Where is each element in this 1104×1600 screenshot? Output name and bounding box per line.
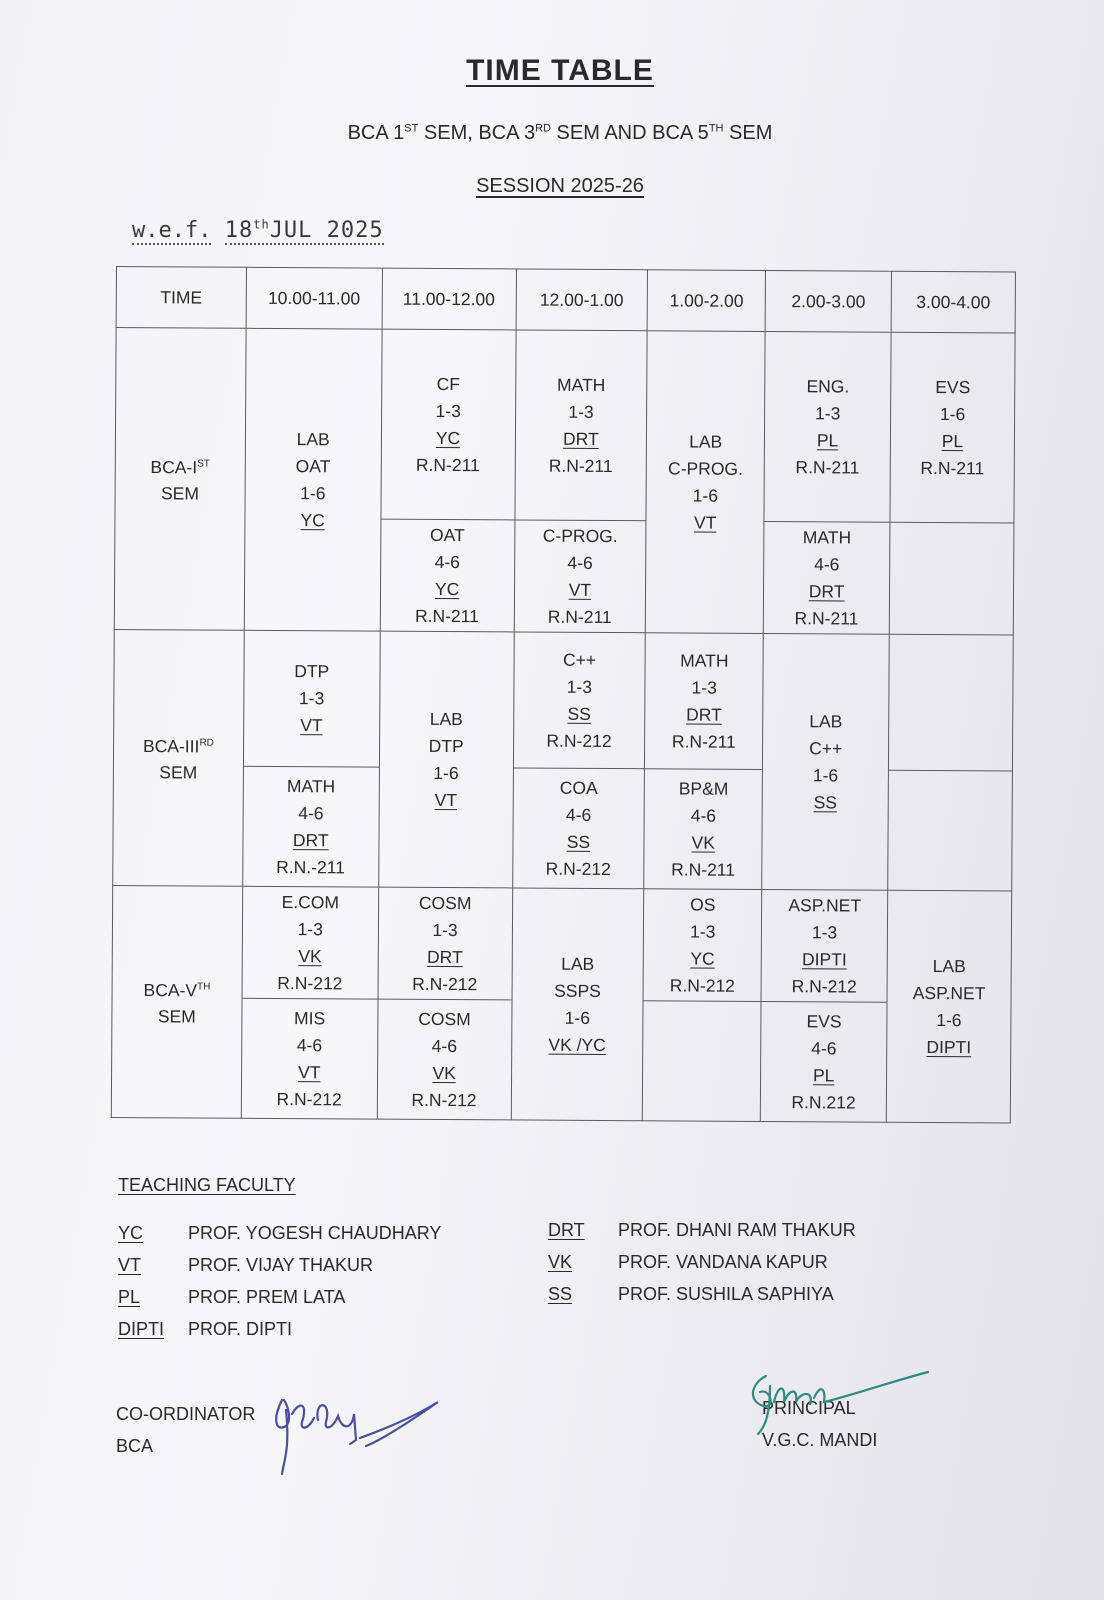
coordinator-signature	[262, 1370, 452, 1480]
effective-date: w.e.f. 18thJUL 2025	[132, 218, 384, 244]
class-cell: COSM 4-6 VK R.N-212	[377, 999, 512, 1120]
class-cell: EVS 4-6 PL R.N.212	[760, 1001, 887, 1122]
class-cell: COA 4-6 SS R.N-212	[512, 768, 645, 889]
slot-header: 3.00-4.00	[891, 271, 1015, 333]
class-cell: LAB DTP 1-6 VT	[378, 631, 513, 888]
class-cell: LAB OAT 1-6 YC	[244, 328, 382, 631]
class-cell: C-PROG. 4-6 VT R.N-211	[514, 520, 647, 633]
class-cell: BP&M 4-6 VK R.N-211	[644, 769, 763, 890]
class-cell: EVS 1-6 PL R.N-211	[890, 332, 1015, 523]
class-cell: OAT 4-6 YC R.N-211	[380, 519, 515, 632]
slot-header: 12.00-1.00	[516, 269, 648, 331]
class-cell: MATH 1-3 DRT R.N-211	[645, 633, 764, 770]
faculty-entry: DRT PROF. DHANI RAM THAKUR	[548, 1220, 856, 1240]
class-cell: ASP.NET 1-3 DIPTI R.N-212	[761, 889, 888, 1002]
class-cell: MATH 4-6 DRT R.N.-211	[243, 766, 380, 887]
class-cell: LAB SSPS 1-6 VK /YC	[511, 888, 644, 1121]
table-row	[112, 885, 1012, 1002]
faculty-entry: PL PROF. PREM LATA	[118, 1287, 346, 1307]
class-cell: OS 1-3 YC R.N-212	[643, 889, 762, 1002]
empty-cell	[888, 634, 1013, 771]
sem-label-bca-3: BCA-IIIRD SEM	[113, 629, 244, 886]
faculty-heading: TEACHING FACULTY	[118, 1175, 296, 1195]
class-cell: MATH 4-6 DRT R.N-211	[763, 521, 890, 634]
faculty-entry: SS PROF. SUSHILA SAPHIYA	[548, 1284, 834, 1304]
class-cell: E.COM 1-3 VK R.N-212	[242, 886, 379, 999]
empty-cell	[888, 770, 1013, 891]
subtitle: BCA 1ST SEM, BCA 3RD SEM AND BCA 5TH SEM	[347, 122, 773, 144]
class-cell: ENG. 1-3 PL R.N-211	[764, 331, 891, 522]
page-title: TIME TABLE	[466, 54, 654, 87]
header-row	[116, 267, 1015, 333]
table-row	[115, 328, 1015, 523]
slot-header: 11.00-12.00	[382, 268, 516, 330]
session-label: SESSION 2025-26	[476, 175, 644, 197]
faculty-entry: VT PROF. VIJAY THAKUR	[118, 1255, 374, 1275]
class-cell: LAB C++ 1-6 SS	[762, 633, 889, 890]
coordinator-block: CO-ORDINATOR BCA	[116, 1404, 256, 1456]
sem-label-bca-1: BCA-IST SEM	[114, 328, 246, 631]
empty-cell	[643, 1001, 762, 1122]
faculty-entry: YC PROF. YOGESH CHAUDHARY	[118, 1223, 442, 1243]
sem-label-bca-5: BCA-VTH SEM	[111, 885, 242, 1118]
table-row	[113, 629, 1013, 770]
time-header: TIME	[116, 267, 246, 329]
faculty-entry: VK PROF. VANDANA KAPUR	[548, 1252, 828, 1272]
principal-signature	[740, 1362, 940, 1442]
faculty-entry: DIPTI PROF. DIPTI	[118, 1319, 293, 1339]
empty-cell	[889, 522, 1014, 635]
class-cell: LAB ASP.NET 1-6 DIPTI	[886, 890, 1011, 1123]
slot-header: 10.00-11.00	[246, 267, 382, 329]
slot-header: 1.00-2.00	[647, 270, 765, 332]
class-cell: COSM 1-3 DRT R.N-212	[378, 887, 513, 1000]
class-cell: LAB C-PROG. 1-6 VT	[646, 331, 766, 634]
class-cell: MIS 4-6 VT R.N-212	[241, 998, 378, 1119]
slot-header: 2.00-3.00	[765, 270, 891, 332]
class-cell: DTP 1-3 VT	[243, 630, 380, 767]
principal-block: PRINCIPAL V.G.C. MANDI	[762, 1398, 878, 1450]
timetable-grid	[111, 266, 1016, 1123]
class-cell: CF 1-3 YC R.N-211	[381, 329, 516, 520]
class-cell: C++ 1-3 SS R.N-212	[513, 632, 646, 769]
class-cell: MATH 1-3 DRT R.N-211	[514, 330, 647, 521]
